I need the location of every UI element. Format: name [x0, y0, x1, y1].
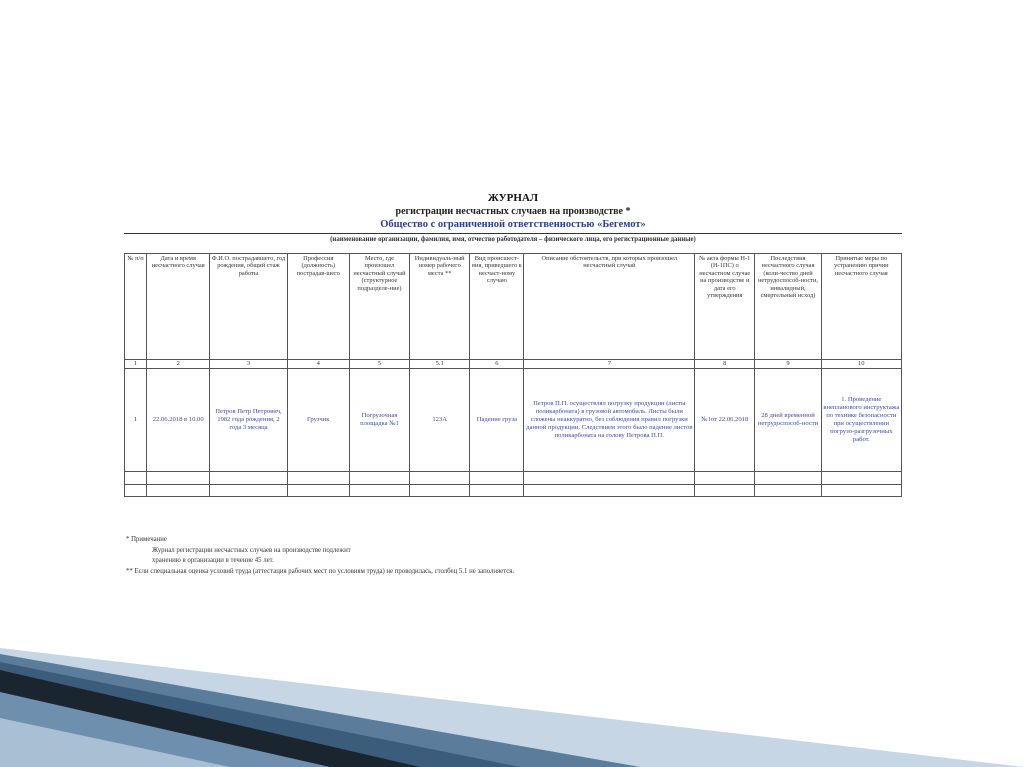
footnote-heading: * Примечание [126, 536, 167, 543]
header-cell: Принятые меры по устранению причин несчастного случая [821, 254, 901, 360]
decorative-footer-stripes [0, 640, 1024, 767]
table-row [125, 368, 902, 472]
table-cell: Грузчик [287, 368, 349, 472]
header-cell: № п/п [125, 254, 147, 360]
header-cell: № акта формы Н-1 (Н-1ПС) о несчастном случае на производстве и дата его утверждения [695, 254, 755, 360]
header-cell: Описание обстоятельств, при которых произошел несчастный случай [524, 254, 695, 360]
column-number-row [125, 359, 902, 368]
column-number: 2 [147, 359, 210, 368]
header-cell: Индивидуаль-ный номер рабочего места ** [410, 254, 470, 360]
column-number: 1 [125, 359, 147, 368]
column-number: 8 [695, 359, 755, 368]
column-number: 5 [349, 359, 409, 368]
footnotes [126, 535, 826, 577]
column-number: 5.1 [410, 359, 470, 368]
table-cell: Падение груза [470, 368, 524, 472]
organization-name: Общество с ограниченной ответственностью «Бегемот» [380, 219, 646, 230]
column-number: 10 [821, 359, 901, 368]
table-cell: 22.06.2018 в 10.00 [147, 368, 210, 472]
table-cell: №1от 22.06.2018 [695, 368, 755, 472]
header-cell: Вид происшест-вия, приведшего к несчаст-ному случаю [470, 254, 524, 360]
table-cell: 1. Проведение внепланового инструктажа по технике безопасности при осуществлении погрузо-разгрузочных работ. [821, 368, 901, 472]
column-number: 9 [755, 359, 821, 368]
document-subtitle: регистрации несчастных случаев на производстве * [395, 206, 631, 217]
header-cell: Место, где произошел несчастный случай (структурное подразделе-ние) [349, 254, 409, 360]
footnote-text: ** Если специальная оценка условий труда (аттестация рабочих мест по условиям труда) не проводилась, столбец 5.1 не заполняется. [126, 567, 515, 575]
column-number: 7 [524, 359, 695, 368]
footnote-text: хранению в организации в течение 45 лет. [152, 557, 274, 564]
table-cell: 123А [410, 368, 470, 472]
organization-caption: (наименование организации, фамилия, имя, отчество работодателя – физического лица, его регистрационные данные) [330, 236, 696, 243]
organization-underline [124, 233, 902, 234]
table-cell: 1 [125, 368, 147, 472]
table-cell: 28 дней временной нетрудоспособ-ности [755, 368, 821, 472]
column-number: 3 [210, 359, 287, 368]
empty-table-row [125, 484, 902, 496]
empty-table-row [125, 472, 902, 484]
table-cell: Погрузочная площадка №1 [349, 368, 409, 472]
header-cell: Профессия (должность) пострадав-шего [287, 254, 349, 360]
header-cell: Последствия несчастного случая (коли-чество дней нетрудоспособ-ности, инвалидный, смертельный исход) [755, 254, 821, 360]
table-cell: Петров П.П. осуществлял погрузку продукции (листы поликарбоната) в грузовой автомобиль. Листы были сложены неаккуратно, без соблюдения правил погрузки данной продукции. Следствием этого было падение листов поликарбоната на голову Петрова П.П. [524, 368, 695, 472]
column-number: 4 [287, 359, 349, 368]
table-header-row [125, 254, 902, 360]
header-cell: Дата и время несчастного случая [147, 254, 210, 360]
table-cell: Петров Петр Петрович, 1982 года рождения, 2 года 3 месяца [210, 368, 287, 472]
header-cell: Ф.И.О. пострадавшего, год рождения, общий стаж работы [210, 254, 287, 360]
footnote-text: Журнал регистрации несчастных случаев на производстве подлежит [152, 546, 351, 554]
journal-table [124, 253, 902, 497]
document-title: ЖУРНАЛ [487, 192, 539, 204]
column-number: 6 [470, 359, 524, 368]
